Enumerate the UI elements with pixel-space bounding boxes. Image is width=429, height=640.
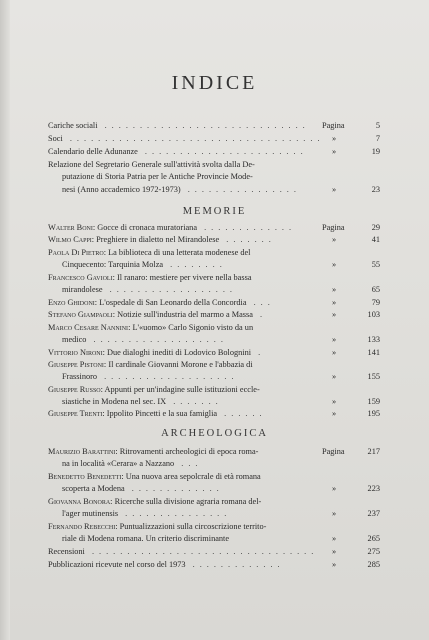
entry-line: Francesco Gavioli: Il ranaro: mestiere per vivere nella bassa	[48, 273, 252, 282]
entry-line	[48, 159, 368, 171]
entry-line: Giuseppe Russo: Appunti per un'indagine sulle istituzioni eccle-	[48, 385, 260, 394]
front-entry	[48, 159, 368, 196]
leader-dots: ...................	[86, 335, 228, 345]
page-number: 133	[367, 335, 380, 345]
page-number: 159	[367, 397, 380, 407]
entry-line: Giovanna Bonora: Ricerche sulla divisione agraria romana del-	[48, 497, 262, 506]
entry-line	[48, 371, 368, 383]
leader-dots: ..................	[102, 285, 237, 295]
entry-title: Pubblicazioni ricevute nel corso del 1973	[48, 560, 186, 569]
leader-dots: ...............	[118, 509, 232, 519]
leader-dots: .............	[185, 560, 285, 569]
entry-title: Preghiere in dialetto nel Mirandolese	[96, 235, 220, 244]
memorie-entry	[48, 272, 368, 297]
leader-dots: ........	[163, 260, 227, 270]
entry-line	[48, 396, 368, 408]
entry-line	[48, 284, 368, 296]
entry-line	[48, 458, 368, 470]
ditto-mark: »	[332, 260, 337, 270]
entry-title: Due dialoghi inediti di Lodovico Bolognini	[107, 348, 252, 357]
entry-line: Wilmo Cappi: Preghiere in dialetto nel Mirandolese .......	[48, 235, 276, 244]
entry-title: Frassinoro	[62, 372, 98, 382]
entry-line: Benedetto Benedetti: Una nuova area sepolcrale di età romana	[48, 472, 261, 481]
memorie-entry	[48, 234, 368, 246]
ditto-mark: »	[332, 298, 337, 307]
entry-line	[48, 533, 368, 545]
ditto-mark: »	[332, 348, 337, 357]
entry-line: Walter Boni: Gocce di cronaca muratoriana .............	[48, 223, 297, 232]
entry-title: Il cardinale Giovanni Morone e l'abbazia di	[108, 360, 253, 369]
entry-line: Vittorio Nironi: Due dialoghi inediti di Lodovico Bolognini .	[48, 348, 266, 357]
page-edge-shadow	[0, 0, 10, 640]
entry-title: Ippolito Pincetti e la sua famiglia	[106, 409, 218, 418]
entry-author: Stefano Giampaoli	[48, 310, 113, 319]
leader-dots: .......................	[137, 147, 308, 156]
entry-title: L'«uomo» Carlo Sigonio visto da un	[132, 323, 254, 332]
pagina-label: Pagina	[322, 121, 345, 130]
leader-dots: .......	[166, 397, 223, 407]
ditto-mark: »	[332, 547, 337, 556]
entry-author: Vittorio Nironi	[48, 348, 103, 357]
leader-dots: ................	[180, 184, 301, 194]
page-number: 19	[371, 147, 380, 156]
front-entry	[48, 146, 368, 158]
memorie-entry	[48, 347, 368, 359]
entry-title: Soci	[48, 134, 63, 143]
ditto-mark: »	[332, 235, 337, 244]
memorie-entry	[48, 359, 368, 384]
memorie-entry	[48, 247, 368, 272]
leader-dots: ...................	[97, 372, 239, 382]
leader-dots: .............	[197, 223, 297, 232]
memorie-entry	[48, 408, 368, 420]
entry-title: Puntualizzazioni sulla circoscrizione territo-	[119, 522, 267, 531]
page-number: 23	[371, 184, 380, 194]
leader-dots: .............................	[97, 121, 310, 130]
entry-author: Wilmo Cappi	[48, 235, 92, 244]
page-number: 41	[371, 235, 380, 244]
ditto-mark: »	[332, 534, 337, 544]
entry-title: Calendario delle Adunanze	[48, 147, 138, 156]
pagina-label: Pagina	[322, 223, 345, 232]
section-heading-archeologica: ARCHEOLOGICA	[161, 428, 268, 439]
leader-dots: ....................................	[62, 134, 325, 143]
entry-line: Giuseppe Pistoni: Il cardinale Giovanni Morone e l'abbazia di	[48, 360, 253, 369]
entry-title: Recensioni	[48, 547, 85, 556]
page-number: 265	[367, 534, 380, 544]
entry-author: Giovanna Bonora	[48, 497, 111, 506]
entry-title: na in località «Cerara» a Nazzano	[62, 459, 175, 469]
entry-author: Walter Boni	[48, 223, 93, 232]
entry-author: Giuseppe Trenti	[48, 409, 103, 418]
entry-title: Ritrovamenti archeologici di epoca roma-	[119, 447, 259, 456]
ditto-mark: »	[332, 409, 337, 418]
ditto-mark: »	[332, 310, 337, 319]
page-number: 79	[371, 298, 380, 307]
entry-line: Paola Di Pietro: La biblioteca di una letterata modenese del	[48, 248, 251, 257]
memorie-entry	[48, 384, 368, 409]
ditto-mark: »	[332, 484, 337, 494]
memorie-entry	[48, 322, 368, 347]
archeologica-entry	[48, 446, 368, 471]
entry-title: siastiche in Modena nel sec. IX	[62, 397, 167, 407]
entry-author: Paola Di Pietro	[48, 248, 104, 257]
entry-line	[48, 334, 368, 346]
page-number: 275	[367, 547, 380, 556]
entry-title: nesi (Anno accademico 1972-1973)	[62, 184, 181, 194]
leader-dots: .	[252, 310, 268, 319]
entry-author: Enzo Ghidoni	[48, 298, 95, 307]
entry-line: Giuseppe Trenti: Ippolito Pincetti e la sua famiglia ......	[48, 409, 267, 418]
page-number: 217	[367, 447, 380, 456]
page-number: 5	[375, 121, 380, 130]
ditto-mark: »	[332, 134, 337, 143]
entry-line	[48, 184, 368, 196]
entry-title: putazione di Storia Patria per le Antiche Provincie Mode-	[62, 172, 253, 182]
entry-line	[48, 171, 368, 183]
page-number: 141	[367, 348, 380, 357]
entry-author: Marco Cesare Nannini	[48, 323, 129, 332]
ditto-mark: »	[332, 335, 337, 345]
entry-title: Cariche sociali	[48, 121, 98, 130]
entry-line	[48, 546, 368, 558]
pagina-label: Pagina	[322, 447, 345, 456]
entry-line	[48, 259, 368, 271]
front-entry	[48, 120, 368, 132]
entry-line: Stefano Giampaoli: Notizie sull'industria del marmo a Massa .	[48, 310, 268, 319]
page-number: 223	[367, 484, 380, 494]
entry-line	[48, 120, 368, 132]
section-heading-memorie: MEMORIE	[182, 206, 247, 217]
entry-line	[48, 146, 368, 158]
entry-title: Notizie sull'industria del marmo a Massa	[117, 310, 253, 319]
page-number: 285	[367, 560, 380, 569]
entry-title: Il ranaro: mestiere per vivere nella bassa	[116, 273, 252, 282]
ditto-mark: »	[332, 509, 337, 519]
entry-line: Enzo Ghidoni: L'ospedale di San Leonardo della Concordia ...	[48, 298, 275, 307]
entry-line: Maurizio Barattini: Ritrovamenti archeologici di epoca roma-	[48, 447, 259, 456]
archeologica-entry	[48, 496, 368, 521]
leader-dots: .......	[219, 235, 276, 244]
entry-line	[48, 559, 368, 571]
archeologica-entry	[48, 559, 368, 571]
leader-dots: .	[251, 348, 266, 357]
entry-title: medico	[62, 335, 87, 345]
entry-line: Marco Cesare Nannini: L'«uomo» Carlo Sigonio visto da un	[48, 323, 254, 332]
ditto-mark: »	[332, 147, 337, 156]
leader-dots: ................................	[84, 547, 319, 556]
entry-author: Fernando Rebecchi	[48, 522, 116, 531]
entry-title: Appunti per un'indagine sulle istituzioni eccle-	[104, 385, 260, 394]
entry-title: Ricerche sulla divisione agraria romana del-	[114, 497, 262, 506]
entry-author: Giuseppe Russo	[48, 385, 101, 394]
entry-author: Maurizio Barattini	[48, 447, 116, 456]
entry-title: Gocce di cronaca muratoriana	[97, 223, 198, 232]
entry-line	[48, 133, 368, 145]
leader-dots: ...	[174, 459, 203, 469]
page-number: 29	[371, 223, 380, 232]
entry-title: scoperta a Modena	[62, 484, 125, 494]
entry-title: riale di Modena romana. Un criterio discriminante	[62, 534, 230, 544]
page-title: INDICE	[171, 72, 258, 94]
page-number: 55	[371, 260, 380, 270]
page-number: 103	[367, 310, 380, 319]
entry-line	[48, 508, 368, 520]
memorie-entry	[48, 222, 368, 234]
entry-author: Giuseppe Pistoni	[48, 360, 104, 369]
page-number: 7	[375, 134, 380, 143]
entry-line: Fernando Rebecchi: Puntualizzazioni sulla circoscrizione territo-	[48, 522, 267, 531]
entry-title: Relazione del Segretario Generale sull'attività svolta dalla De-	[48, 160, 255, 169]
ditto-mark: »	[332, 285, 337, 295]
front-entry	[48, 133, 368, 145]
leader-dots: .............	[124, 484, 224, 494]
entry-author: Francesco Gavioli	[48, 273, 113, 282]
archeologica-entry	[48, 471, 368, 496]
entry-line	[48, 483, 368, 495]
page-number: 155	[367, 372, 380, 382]
archeologica-entry	[48, 546, 368, 558]
entry-title: Cinquecento: Tarquinia Molza	[62, 260, 164, 270]
page-number: 65	[371, 285, 380, 295]
ditto-mark: »	[332, 397, 337, 407]
memorie-entry	[48, 297, 368, 309]
ditto-mark: »	[332, 560, 337, 569]
leader-dots: ......	[217, 409, 267, 418]
ditto-mark: »	[332, 372, 337, 382]
archeologica-entry	[48, 521, 368, 546]
entry-title: Una nuova area sepolcrale di età romana	[125, 472, 261, 481]
page-number: 195	[367, 409, 380, 418]
entry-title: mirandolese	[62, 285, 103, 295]
entry-title: l'ager mutinensis	[62, 509, 119, 519]
ditto-mark: »	[332, 184, 337, 194]
entry-title: La biblioteca di una letterata modenese del	[108, 248, 251, 257]
memorie-entry	[48, 309, 368, 321]
entry-title: L'ospedale di San Leonardo della Concordia	[99, 298, 247, 307]
entry-author: Benedetto Benedetti	[48, 472, 122, 481]
page-number: 237	[367, 509, 380, 519]
leader-dots: ...	[246, 298, 275, 307]
